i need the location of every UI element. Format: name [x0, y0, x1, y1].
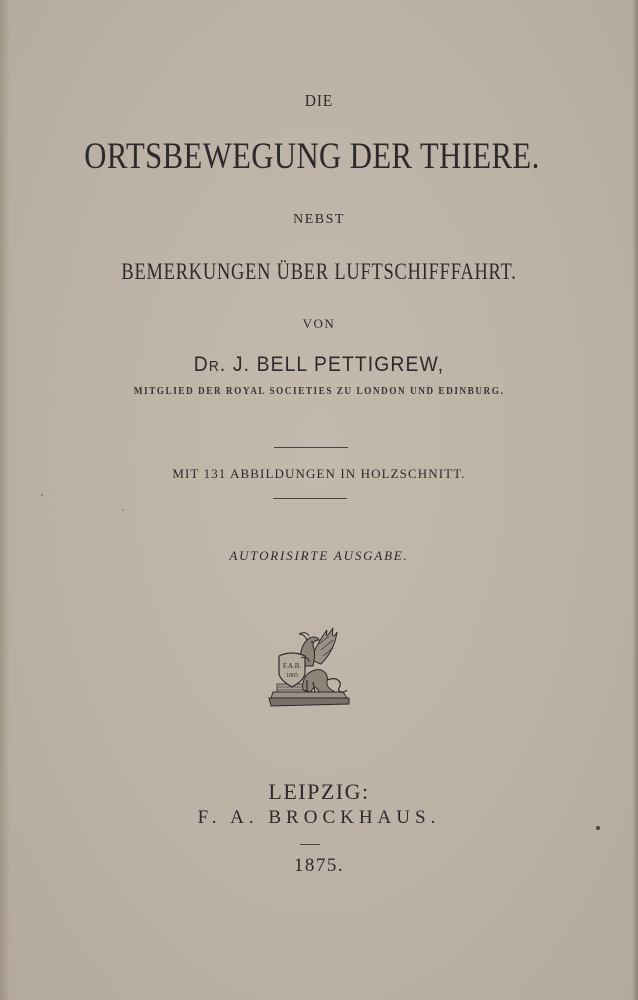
- imprint-year: 1875.: [293, 855, 345, 876]
- imprint-place: LEIPZIG:: [268, 779, 370, 804]
- paper-blemish: [41, 494, 43, 496]
- divider-rule-short: [300, 844, 320, 845]
- page-gutter-shadow: [0, 0, 10, 1000]
- paper-blemish: [122, 509, 124, 511]
- author-fullname: J. BELL PETTIGREW,: [232, 353, 445, 376]
- divider-rule-bottom: [273, 498, 347, 499]
- by-line: VON: [302, 316, 336, 331]
- griffin-emblem-icon: [263, 620, 355, 712]
- author-prefix-punct: .: [219, 353, 233, 376]
- author-prefix-d: D: [193, 353, 209, 376]
- author-prefix-r: R: [208, 358, 220, 375]
- illustrations-note: MIT 131 ABBILDUNGEN IN HOLZSCHNITT.: [172, 466, 466, 481]
- author-name: [26, 354, 613, 375]
- shield-text-top: F.A.B.: [282, 662, 302, 670]
- divider-rule-top: [274, 447, 348, 448]
- title-article: DIE: [304, 91, 334, 110]
- shield-text-bottom: 1805: [286, 673, 298, 679]
- paper-blemish: [596, 826, 600, 830]
- imprint-publisher: F. A. BROCKHAUS.: [197, 807, 441, 828]
- edition-note: AUTORISIRTE AUSGABE.: [229, 548, 409, 563]
- subtitle: BEMERKUNGEN ÜBER LUFTSCHIFFFAHRT.: [121, 259, 517, 284]
- author-affiliation: MITGLIED DER ROYAL SOCIETIES ZU LONDON UND EDINBURG.: [133, 386, 505, 397]
- main-title: ORTSBEWEGUNG DER THIERE.: [84, 136, 540, 177]
- title-connector: NEBST: [293, 212, 345, 227]
- page-edge-shadow: [632, 0, 638, 1000]
